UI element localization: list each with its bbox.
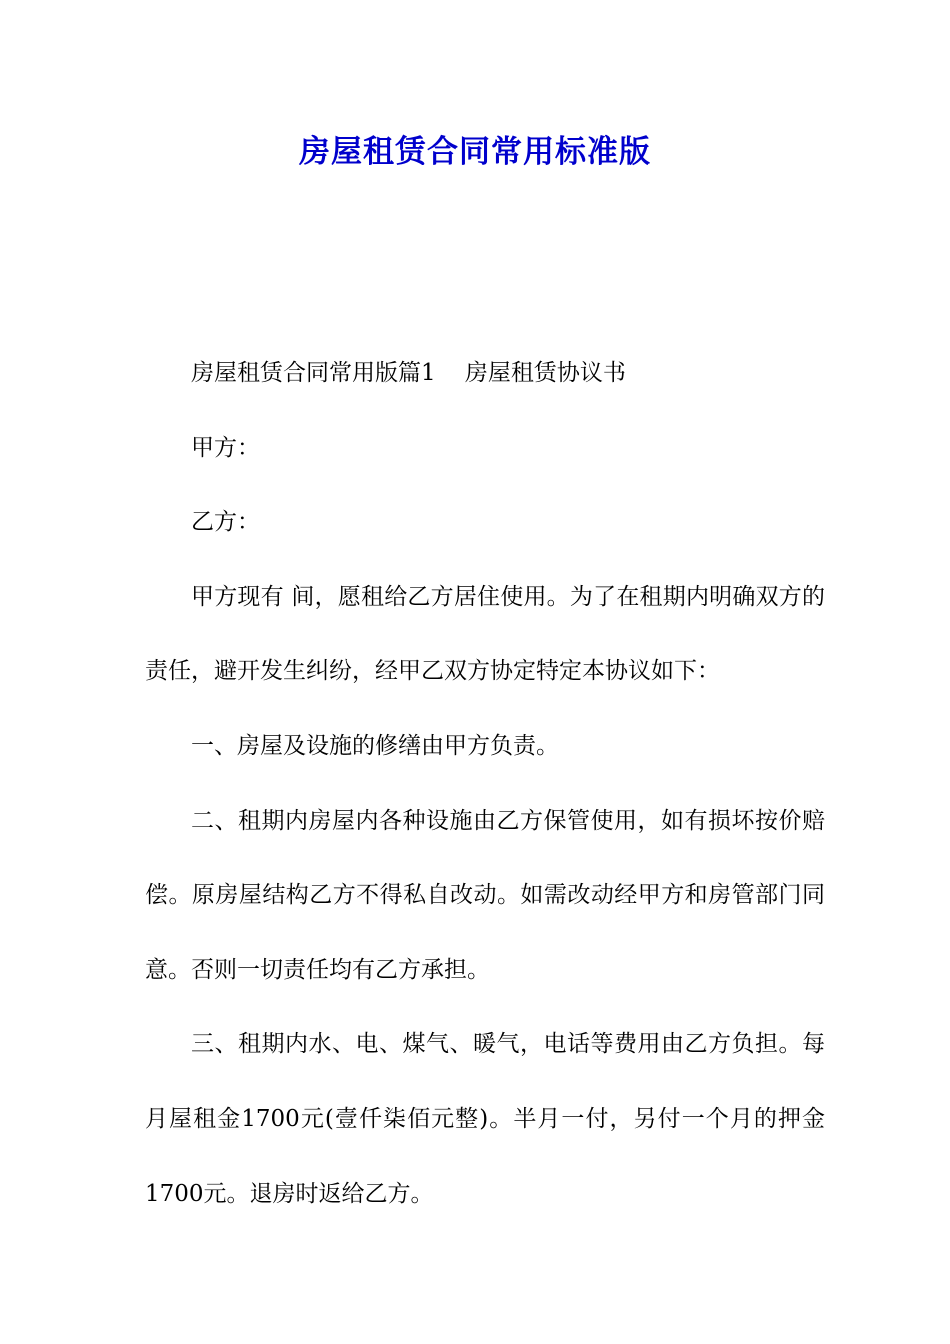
paragraph-clause-3: 三、租期内水、电、煤气、暖气，电话等费用由乙方负担。每月屋租金1700元(壹仟柒佰元整)。半月一付，另付一个月的押金1700元。退房时返给乙方。 — [145, 1031, 825, 1207]
document-body — [145, 336, 825, 1231]
paragraph-heading-line: 房屋租赁合同常用版篇1 房屋租赁协议书 — [191, 360, 626, 386]
paragraph-intro: 甲方现有 间，愿租给乙方居住使用。为了在租期内明确双方的责任，避开发生纠纷，经甲乙双方协定特定本协议如下： — [145, 583, 825, 685]
paragraph-party-a: 甲方： — [191, 434, 260, 461]
document-title: 房屋租赁合同常用标准版 — [299, 134, 651, 170]
paragraph-party-b: 乙方： — [191, 509, 260, 536]
paragraph-clause-2: 二、租期内房屋内各种设施由乙方保管使用，如有损坏按价赔偿。原房屋结构乙方不得私自改动。如需改动经甲方和房管部门同意。否则一切责任均有乙方承担。 — [145, 807, 825, 983]
paragraph-clause-1: 一、房屋及设施的修缮由甲方负责。 — [191, 732, 559, 759]
